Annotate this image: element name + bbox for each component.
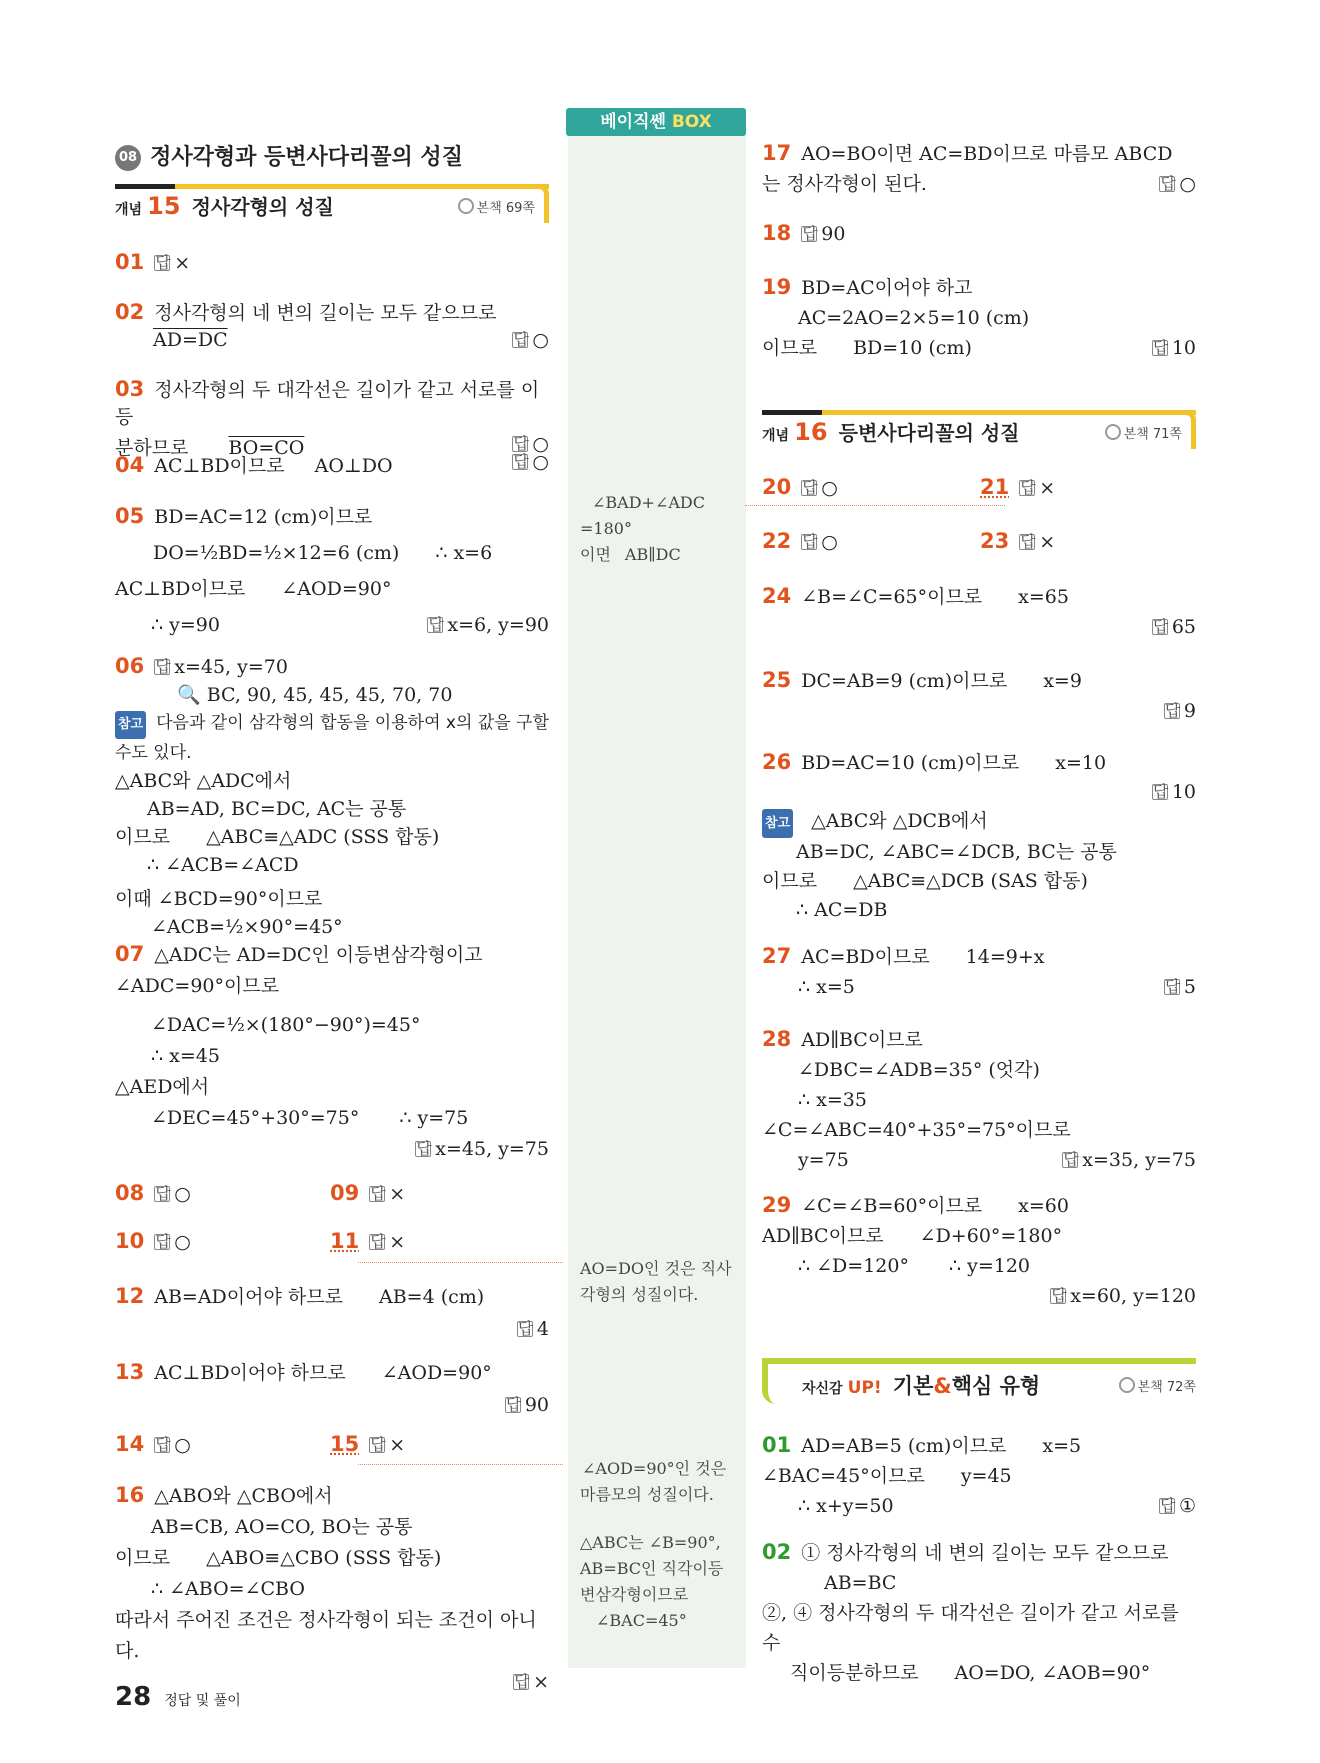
left-q06-n3: △ABC와 △ADC에서: [115, 770, 292, 792]
left-q06-n2: 수도 있다.: [115, 743, 192, 763]
right-u02-l3: ②, ④ 정사각형의 두 대각선은 길이가 같고 서로를 수: [762, 1602, 1179, 1654]
box-note-3: [580, 1456, 726, 1508]
left-q06-num: 06: [115, 654, 145, 678]
right-q22-ans: ○: [821, 531, 838, 553]
q11: [330, 1229, 405, 1253]
u01: [762, 1430, 1196, 1521]
left-q16-l2: AB=CB, AO=CO, BO는 공통: [151, 1516, 413, 1538]
left-q11-ans: ×: [389, 1231, 406, 1253]
q15: [330, 1432, 405, 1456]
left-q10-num: 10: [115, 1229, 145, 1253]
right-u01-l2b: y=45: [960, 1465, 1012, 1487]
left-q06-n1: 다음과 같이 삼각형의 합동을 이용하여 x의 값을 구할: [156, 713, 549, 733]
left-q12-ans: 4: [536, 1318, 549, 1340]
q13: [115, 1356, 549, 1421]
answer-mark: 답: [370, 1435, 386, 1454]
left-q13-ans: 90: [524, 1394, 549, 1416]
left-q06-n7: 이때 ∠BCD=90°이므로: [115, 888, 323, 910]
left-q15-ans: ×: [389, 1434, 406, 1456]
right-q23-ans: ×: [1039, 531, 1056, 553]
right-u02-l4: 직이등분하므로: [790, 1662, 919, 1684]
left-q07-l1: △ADC는 AD=DC인 이등변삼각형이고: [154, 944, 483, 966]
right-q28-ans: x=35, y=75: [1082, 1149, 1196, 1171]
right-q19-ans: 10: [1171, 337, 1196, 359]
left-q16-l1: △ABO와 △CBO에서: [154, 1485, 333, 1507]
right-q25-num: 25: [762, 668, 792, 692]
box-notes-n2a: AO=DO인 것은 직사: [580, 1259, 732, 1278]
left-q09-ans: ×: [389, 1183, 406, 1205]
answer-mark: 답: [428, 615, 444, 634]
right-q17-l2: 는 정사각형이 된다.: [762, 173, 927, 195]
right-u02-num: 02: [762, 1540, 792, 1564]
left-q02-ans: ○: [532, 329, 549, 351]
answer-mark: 답: [802, 532, 818, 551]
q18: [762, 221, 845, 245]
left-q07-ans: x=45, y=75: [435, 1138, 549, 1160]
q09: [330, 1181, 405, 1205]
right-q19-num: 19: [762, 275, 792, 299]
answer-mark: 답: [416, 1139, 432, 1158]
left-q16-l3b: △ABO≡△CBO (SSS 합동): [206, 1547, 442, 1569]
right-q26-l1b: x=10: [1055, 752, 1107, 774]
left-q06-ans: x=45, y=70: [174, 656, 288, 678]
left-q16-ans: ×: [533, 1671, 549, 1693]
answer-mark: 답: [513, 330, 529, 349]
q04: [115, 451, 549, 478]
answer-mark: 답: [513, 452, 529, 471]
q06: [115, 652, 549, 941]
left-q13-num: 13: [115, 1360, 145, 1384]
concept-15-header: [115, 184, 549, 223]
right-u02-l1: ① 정사각형의 네 변의 길이는 모두 같으므로: [801, 1542, 1169, 1564]
right-q29-l1: ∠C=∠B=60°이므로: [801, 1195, 983, 1217]
right-q29-num: 29: [762, 1193, 792, 1217]
concept-title: 정사각형의 성질: [191, 195, 334, 219]
left-q05-ans: x=6, y=90: [447, 614, 549, 636]
chamgo: 참고: [115, 711, 146, 739]
answer-mark: 답: [1051, 1286, 1067, 1305]
q07: [115, 939, 549, 1165]
right-q27-num: 27: [762, 944, 792, 968]
left-q03-l2b: BO=CO: [228, 437, 305, 459]
answer-mark: 답: [1020, 532, 1036, 551]
magnifier-icon: 🔍: [177, 684, 201, 706]
right-q18-ans: 90: [821, 223, 846, 245]
left-q05-num: 05: [115, 504, 145, 528]
left-q09-num: 09: [330, 1181, 360, 1205]
page-number: 28: [115, 1682, 152, 1712]
right-q19-l2: AC=2AO=2×5=10 (cm): [798, 307, 1030, 329]
left-q04-ans: ○: [532, 451, 549, 473]
left-q07-l5: △AED에서: [115, 1076, 210, 1098]
connector-line: [358, 1262, 563, 1263]
answer-mark: 답: [505, 1395, 522, 1414]
left-q04-num: 04: [115, 453, 145, 477]
left-q12-l1: AB=AD이어야 하므로: [154, 1286, 343, 1308]
q02: [115, 298, 549, 351]
q22: [762, 529, 838, 553]
left-q13-l1: AC⊥BD이어야 하므로: [154, 1362, 346, 1384]
up-title-b: 핵심 유형: [951, 1374, 1041, 1398]
box-notes-n1a: ∠BAD+∠ADC: [592, 493, 705, 512]
right-q29-l1b: x=60: [1018, 1195, 1069, 1217]
q12: [115, 1280, 549, 1345]
right-q29-l2b: ∠D+60°=180°: [919, 1225, 1063, 1247]
right-q26-n4: ∴ AC=DB: [796, 899, 888, 921]
box-note-1: [580, 490, 705, 568]
right-q24-num: 24: [762, 584, 792, 608]
left-q16-num: 16: [115, 1483, 145, 1507]
answer-mark: 답: [1152, 782, 1169, 801]
q01: [115, 250, 190, 274]
right-q25-l1b: x=9: [1043, 670, 1082, 692]
answer-mark: 답: [802, 224, 818, 243]
left-q03-ans: ○: [532, 433, 549, 455]
left-q01-num: 01: [115, 250, 145, 274]
answer-mark: 답: [1164, 701, 1181, 720]
q08: [115, 1181, 191, 1205]
q25: [762, 665, 1196, 726]
concept-16-header: [762, 410, 1196, 449]
box-notes-n1c: 이면: [580, 545, 611, 564]
q24: [762, 581, 1196, 642]
left-q06-n4: AB=AD, BC=DC, AC는 공통: [147, 798, 407, 820]
box-note-4: [580, 1530, 723, 1634]
right-q26-num: 26: [762, 750, 792, 774]
answer-mark: 답: [155, 1232, 171, 1251]
right-q26-n2: AB=DC, ∠ABC=∠DCB, BC는 공통: [796, 841, 1117, 863]
q21: [980, 475, 1055, 499]
q20: [762, 475, 838, 499]
left-q07-l4: ∴ x=45: [151, 1045, 220, 1067]
right-q19-l3: 이므로: [762, 337, 818, 359]
box-notes-n4a: △ABC는 ∠B=90°,: [580, 1533, 721, 1552]
right-q28-num: 28: [762, 1027, 792, 1051]
concept-title: 등변사다리꼴의 성질: [838, 421, 1020, 445]
right-u01-l3: ∴ x+y=50: [798, 1495, 894, 1517]
left-q04-l1b: AO⊥DO: [314, 455, 393, 477]
left-q07-num: 07: [115, 942, 145, 966]
q27: [762, 941, 1196, 1002]
right-q28-l2: ∠DBC=∠ADB=35° (엇각): [798, 1059, 1040, 1081]
left-q02-l2: AD=DC: [153, 329, 228, 351]
left-q08-num: 08: [115, 1181, 145, 1205]
left-q02-l1: 정사각형의 네 변의 길이는 모두 같으므로: [154, 302, 497, 324]
right-q21-ans: ×: [1039, 477, 1056, 499]
answer-mark: 답: [370, 1232, 386, 1251]
left-q03-l2: 분하므로: [115, 437, 189, 459]
right-q28-l4: ∠C=∠ABC=40°+35°=75°이므로: [762, 1119, 1071, 1141]
right-q19-l3b: BD=10 (cm): [853, 337, 972, 359]
right-q25-ans: 9: [1183, 700, 1196, 722]
right-q21-num: 21: [980, 475, 1010, 499]
box-notes-n3b: 마름모의 성질이다.: [580, 1485, 714, 1504]
connector-line: [358, 1464, 563, 1465]
section-title: 정사각형과 등변사다리꼴의 성질: [150, 145, 463, 170]
basic-box-tag: [566, 108, 746, 136]
left-q15-num: 15: [330, 1432, 360, 1456]
left-q06-hint: BC, 90, 45, 45, 45, 70, 70: [206, 684, 453, 706]
answer-mark: 답: [155, 1184, 171, 1203]
u02: [762, 1537, 1196, 1688]
right-q18-num: 18: [762, 221, 792, 245]
box-notes-n2b: 각형의 성질이다.: [580, 1285, 699, 1304]
concept-kind: 개념: [762, 428, 790, 444]
ref-icon: [1105, 424, 1121, 440]
ref-icon: [458, 198, 474, 214]
answer-mark: 답: [1063, 1150, 1079, 1169]
up-prefix: 자신감: [802, 1381, 843, 1397]
up-amp: &: [933, 1374, 952, 1398]
left-q03-num: 03: [115, 377, 145, 401]
q16: [115, 1480, 549, 1698]
q14: [115, 1432, 191, 1456]
left-q05-l1: BD=AC=12 (cm)이므로: [154, 506, 373, 528]
footer-label: 정답 및 풀이: [164, 1693, 241, 1709]
answer-mark: 답: [1159, 1496, 1176, 1515]
right-q24-l1: ∠B=∠C=65°이므로: [801, 586, 983, 608]
connector-line: [745, 505, 1005, 506]
up-title-a: 기본: [892, 1374, 934, 1398]
answer-mark: 답: [1164, 977, 1181, 996]
left-q05-l3b: ∠AOD=90°: [281, 578, 392, 600]
left-q14-num: 14: [115, 1432, 145, 1456]
concept-number: 16: [794, 418, 828, 446]
page-ref: 본책 69쪽: [476, 201, 535, 216]
basic-box-label-box: BOX: [671, 112, 712, 132]
answer-mark: 답: [370, 1184, 386, 1203]
left-q06-n5b: △ABC≡△ADC (SSS 합동): [206, 826, 440, 848]
right-q27-l1: AC=BD이므로: [801, 946, 930, 968]
q23: [980, 529, 1055, 553]
right-u02-l4b: AO=DO, ∠AOB=90°: [954, 1662, 1151, 1684]
right-q24-l1b: x=65: [1018, 586, 1069, 608]
q05: [115, 498, 549, 643]
answer-mark: 답: [513, 434, 529, 453]
left-q07-l6b: ∴ y=75: [399, 1107, 469, 1129]
left-q05-l2b: ∴ x=6: [435, 542, 493, 564]
box-notes-n3a: ∠AOD=90°인 것은: [582, 1459, 727, 1478]
q29: [762, 1190, 1196, 1311]
box-notes-n4b: AB=BC인 직각이등: [580, 1559, 724, 1578]
basic-box-label: 베이직쎈: [600, 112, 666, 132]
right-u01-num: 01: [762, 1433, 792, 1457]
right-q19-l1: BD=AC이어야 하고: [801, 277, 973, 299]
answer-mark: 답: [155, 253, 171, 272]
left-q11-num: 11: [330, 1229, 360, 1253]
answer-mark: 답: [802, 478, 818, 497]
left-q02-num: 02: [115, 300, 145, 324]
page-ref: 본책 71쪽: [1123, 427, 1182, 442]
basic-box-column: [568, 108, 746, 1668]
q10: [115, 1229, 191, 1253]
answer-mark: 답: [517, 1319, 534, 1338]
right-q26-n3: 이므로: [762, 870, 818, 892]
left-q04-l1: AC⊥BD이므로: [154, 455, 285, 477]
right-q27-l1b: 14=9+x: [965, 946, 1045, 968]
answer-mark: 답: [1160, 174, 1176, 193]
ref-icon: [1119, 1377, 1135, 1393]
left-q01-ans: ×: [174, 252, 191, 274]
left-q05-l4: ∴ y=90: [151, 614, 220, 636]
right-u01-ans: ①: [1178, 1495, 1196, 1517]
left-q16-l5: 따라서 주어진 조건은 정사각형이 되는 조건이 아니다.: [115, 1609, 537, 1662]
box-notes-n1d: AB∥DC: [624, 545, 681, 564]
box-notes-n4c: 변삼각형이므로: [580, 1585, 689, 1604]
left-q07-l2: ∠ADC=90°이므로: [115, 975, 280, 997]
left-q06-n5: 이므로: [115, 826, 171, 848]
q26: [762, 748, 1196, 925]
left-q16-l3: 이므로: [115, 1547, 171, 1569]
left-q03-l1: 정사각형의 두 대각선은 길이가 같고 서로를 이등: [115, 379, 540, 428]
box-notes-n4d: ∠BAC=45°: [596, 1611, 687, 1630]
right-q23-num: 23: [980, 529, 1010, 553]
right-q29-l3: ∴ ∠D=120°: [798, 1255, 909, 1277]
q28: [762, 1024, 1196, 1175]
right-q20-num: 20: [762, 475, 792, 499]
left-q14-ans: ○: [174, 1434, 191, 1456]
right-u01-l1b: x=5: [1042, 1435, 1082, 1457]
answer-mark: 답: [1152, 617, 1169, 636]
right-q29-l3b: ∴ y=120: [948, 1255, 1031, 1277]
right-q28-l1: AD∥BC이므로: [801, 1029, 923, 1051]
right-q26-l1: BD=AC=10 (cm)이므로: [801, 752, 1020, 774]
box-note-2: [580, 1256, 731, 1308]
page-ref: 본책 72쪽: [1137, 1380, 1196, 1395]
right-q26-ans: 10: [1171, 781, 1196, 803]
answer-mark: 답: [514, 1672, 530, 1691]
q19: [762, 272, 1196, 363]
section-badge: 08: [115, 145, 141, 171]
right-q17-num: 17: [762, 141, 792, 165]
left-q06-n6: ∴ ∠ACB=∠ACD: [147, 854, 299, 876]
answer-mark: 답: [1020, 478, 1036, 497]
right-q26-n3b: △ABC≡△DCB (SAS 합동): [853, 870, 1088, 892]
up-section-header: [762, 1358, 1196, 1404]
right-u02-l2: AB=BC: [824, 1572, 897, 1594]
right-u01-l2: ∠BAC=45°이므로: [762, 1465, 925, 1487]
right-q17-ans: ○: [1179, 173, 1196, 195]
right-q25-l1: DC=AB=9 (cm)이므로: [801, 670, 1008, 692]
q17: [762, 138, 1196, 199]
right-q24-ans: 65: [1171, 616, 1196, 638]
left-q16-l4: ∴ ∠ABO=∠CBO: [151, 1578, 305, 1600]
right-q20-ans: ○: [821, 477, 838, 499]
q03: [115, 375, 549, 460]
answer-mark: 답: [155, 657, 171, 676]
left-q12-num: 12: [115, 1284, 145, 1308]
section-header: [115, 140, 463, 171]
right-q27-ans: 5: [1183, 976, 1196, 998]
concept-kind: 개념: [115, 202, 143, 218]
right-q28-l3: ∴ x=35: [798, 1089, 867, 1111]
right-q17-l1: AO=BO이면 AC=BD이므로 마름모 ABCD: [801, 143, 1173, 165]
answer-mark: 답: [1152, 338, 1169, 357]
footer: [115, 1682, 241, 1712]
left-q05-l3: AC⊥BD이므로: [115, 578, 246, 600]
right-u01-l1: AD=AB=5 (cm)이므로: [801, 1435, 1007, 1457]
left-q05-l2: DO=½BD=½×12=6 (cm): [153, 542, 400, 564]
left-q10-ans: ○: [174, 1231, 191, 1253]
chamgo: 참고: [762, 809, 793, 838]
left-q06-n7b: ∠ACB=½×90°=45°: [151, 916, 343, 938]
left-q07-l6: ∠DEC=45°+30°=75°: [151, 1107, 360, 1129]
right-q27-l2: ∴ x=5: [798, 976, 855, 998]
answer-mark: 답: [155, 1435, 171, 1454]
right-q22-num: 22: [762, 529, 792, 553]
right-q28-l5: y=75: [798, 1149, 849, 1171]
box-notes-n1b: =180°: [580, 519, 632, 538]
left-q13-l1b: ∠AOD=90°: [381, 1362, 492, 1384]
up-mark: UP!: [847, 1378, 882, 1398]
right-q29-l2: AD∥BC이므로: [762, 1225, 884, 1247]
right-q26-n1: △ABC와 △DCB에서: [811, 810, 988, 832]
right-q29-ans: x=60, y=120: [1070, 1285, 1196, 1307]
left-q07-l3: ∠DAC=½×(180°−90°)=45°: [151, 1014, 421, 1036]
concept-number: 15: [147, 192, 181, 220]
left-q12-l1b: AB=4 (cm): [378, 1286, 485, 1308]
left-q08-ans: ○: [174, 1183, 191, 1205]
